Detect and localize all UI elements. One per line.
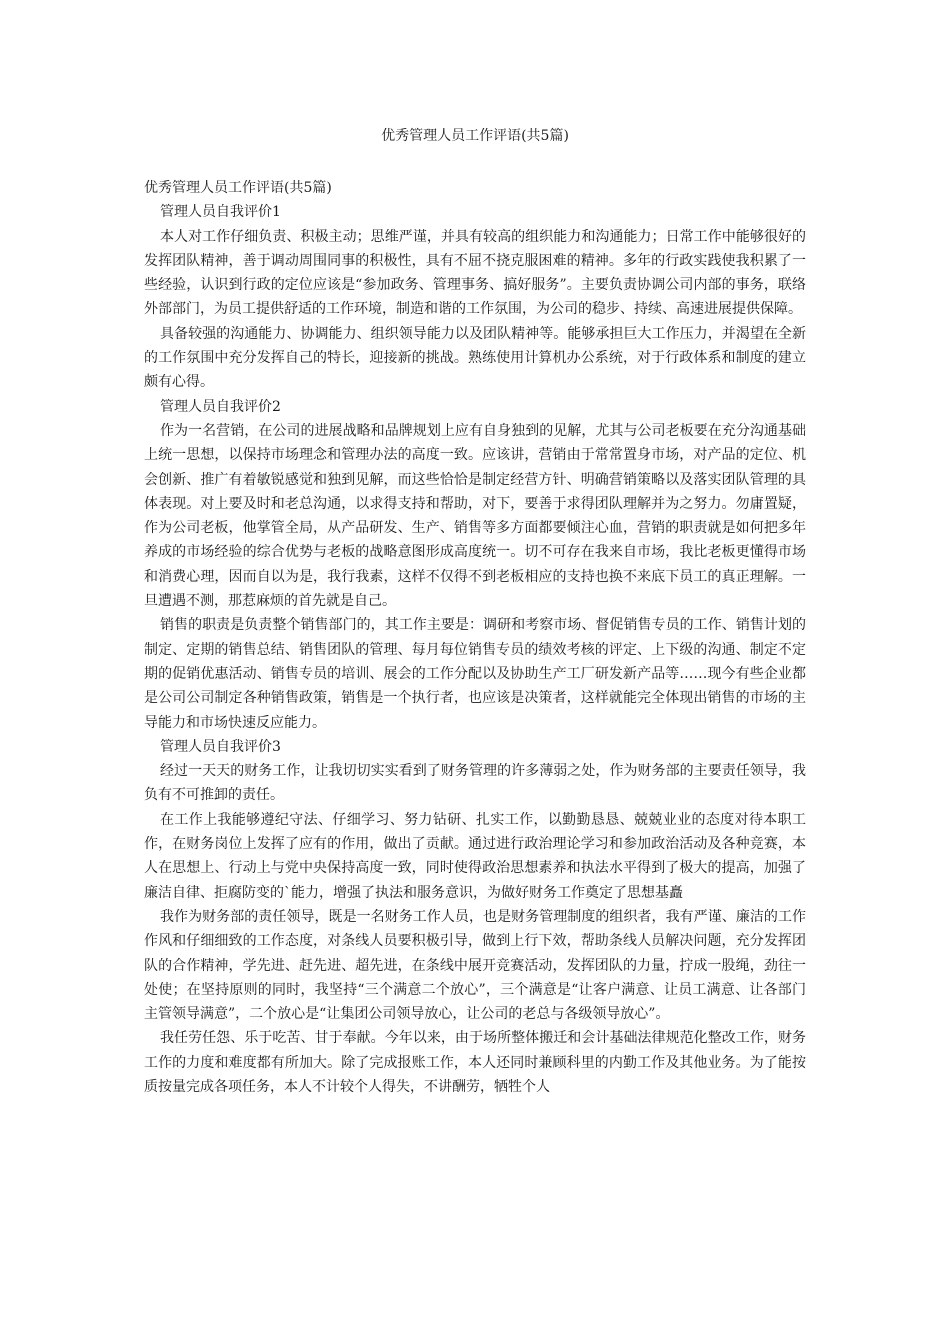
document-subtitle: 优秀管理人员工作评语(共5篇) [144,180,332,196]
document-body [144,176,806,1099]
paragraph: 作为一名营销，在公司的进展战略和品牌规划上应有自身独到的见解，尤其与公司老板要在充分沟通基础上统一思想，以保持市场理念和管理办法的高度一致。应该讲，营销由于常常置身市场，对产品的定位、机会创新、推广有着敏锐感觉和独到见解，而这些恰恰是制定经营方针、明确营销策略以及落实团队管理的具体表现。对上要及时和老总沟通，以求得支持和帮助，对下，要善于求得团队理解并为之努力。勿庸置疑，作为公司老板，他掌管全局，从产品研发、生产、销售等多方面都要倾注心血，营销的职责就是如何把多年养成的市场经验的综合优势与老板的战略意图形成高度统一。切不可存在我来自市场，我比老板更懂得市场和消费心理，因而自以为是，我行我素，这样不仅得不到老板相应的支持也换不来底下员工的真正理解。一旦遭遇不测，那惹麻烦的首先就是自己。 [144,422,806,610]
section-heading: 管理人员自我评价2 [160,398,281,415]
paragraph: 本人对工作仔细负责、积极主动；思维严谨，并具有较高的组织能力和沟通能力；日常工作中能够很好的发挥团队精神，善于调动周围同事的积极性，具有不屈不挠克服困难的精神。多年的行政实践使我积累了一些经验，认识到行政的定位应该是“参加政务、管理事务、搞好服务”。主要负责协调公司内部的事务，联络外部部门，为员工提供舒适的工作环境，制造和谐的工作氛围，为公司的稳步、持续、高速进展提供保障。 [144,228,806,318]
paragraph: 在工作上我能够遵纪守法、仔细学习、努力钻研、扎实工作，以勤勤恳恳、兢兢业业的态度对待本职工作，在财务岗位上发挥了应有的作用，做出了贡献。通过进行政治理论学习和参加政治活动及各种竞赛，本人在思想上、行动上与党中央保持高度一致，同时使得政治思想素养和执法水平得到了极大的提高，加强了廉洁自律、拒腐防变的`能力，增强了执法和服务意识，为做好财务工作奠定了思想基矗 [144,811,806,901]
paragraph: 经过一天天的财务工作，让我切切实实看到了财务管理的许多薄弱之处，作为财务部的主要责任领导，我负有不可推卸的责任。 [144,763,806,804]
paragraph: 销售的职责是负责整个销售部门的，其工作主要是：调研和考察市场、督促销售专员的工作、销售计划的制定、定期的销售总结、销售团队的管理、每月每位销售专员的绩效考核的评定、上下级的沟通、制定不定期的促销优惠活动、销售专员的培训、展会的工作分配以及协助生产工厂研发新产品等……现今有些企业都是公司公司制定各种销售政策，销售是一个执行者，也应该是决策者，这样就能完全体现出销售的市场的主导能力和市场快速反应能力。 [144,617,806,731]
section-heading: 管理人员自我评价3 [160,738,281,755]
paragraph: 我任劳任怨、乐于吃苦、甘于奉献。今年以来，由于场所整体搬迁和会计基础法律规范化整改工作，财务工作的力度和难度都有所加大。除了完成报账工作，本人还同时兼顾科里的内勤工作及其他业务。为了能按质按量完成各项任务，本人不计较个人得失，不讲酬劳，牺牲个人 [144,1030,806,1095]
paragraph: 具备较强的沟通能力、协调能力、组织领导能力以及团队精神等。能够承担巨大工作压力，并渴望在全新的工作氛围中充分发挥自己的特长，迎接新的挑战。熟练使用计算机办公系统，对于行政体系和制度的建立颇有心得。 [144,325,806,391]
paragraph: 我作为财务部的责任领导，既是一名财务工作人员，也是财务管理制度的组织者，我有严谨、廉洁的工作作风和仔细细致的工作态度，对条线人员要积极引导，做到上行下效，帮助条线人员解决问题，充分发挥团队的合作精神，学先进、赶先进、超先进，在条线中展开竞赛活动，发挥团队的力量，拧成一股绳，劲往一处使；在坚持原则的同时，我坚持“三个满意二个放心”，三个满意是“让客户满意、让员工满意、让各部门主管领导满意”，二个放心是“让集团公司领导放心，让公司的老总与各级领导放心”。 [144,908,806,1023]
document-title: 优秀管理人员工作评语(共5篇) [381,128,569,144]
section-heading: 管理人员自我评价1 [160,204,281,221]
